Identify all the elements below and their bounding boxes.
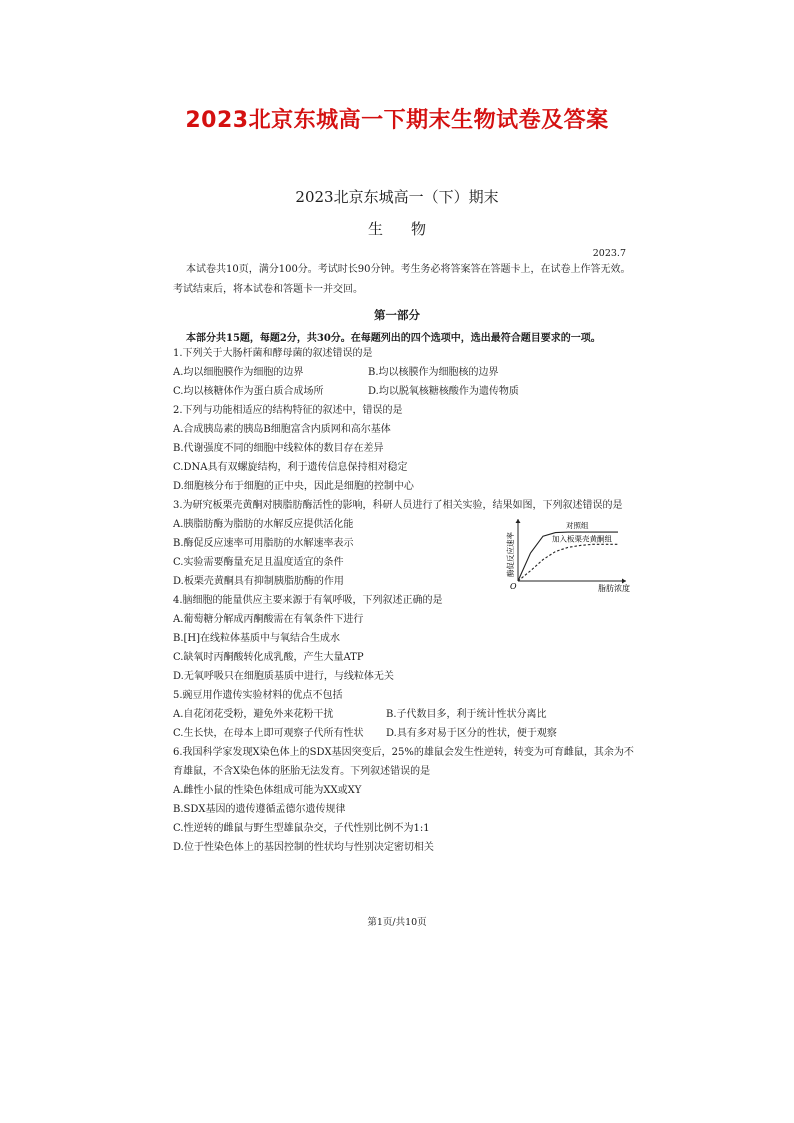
q1-option-a: A.均以细胞膜作为细胞的边界	[173, 367, 304, 378]
q1-stem: 1.下列关于大肠杆菌和酵母菌的叙述错误的是	[173, 348, 373, 359]
series-label-2: 加入板栗壳黄酮组	[552, 534, 612, 544]
q2-option-b: B.代谢强度不同的细胞中线粒体的数目存在差异	[173, 443, 384, 454]
document-banner-title: 2023北京东城高一下期末生物试卷及答案	[185, 108, 609, 133]
q4-option-d: D.无氧呼吸只在细胞质基质中进行，与线粒体无关	[173, 671, 394, 682]
q6-option-d: D.位于性染色体上的基因控制的性状均与性别决定密切相关	[173, 842, 434, 853]
section-note: 本部分共15题，每题2分，共30分。在每题列出的四个选项中，选出最符合题目要求的一项。	[186, 333, 601, 344]
q2-option-a: A.合成胰岛素的胰岛B细胞富含内质网和高尔基体	[173, 424, 391, 435]
q6-option-a: A.雌性小鼠的性染色体组成可能为XX或XY	[173, 785, 362, 796]
page-footer: 第1页/共10页	[367, 917, 427, 928]
x-axis-arrow	[622, 579, 626, 584]
q3-option-b: B.酶促反应速率可用脂肪的水解速率表示	[173, 538, 354, 549]
q5-option-d: D.具有多对易于区分的性状，便于观察	[386, 728, 557, 739]
y-axis-arrow	[516, 519, 521, 523]
q5-stem: 5.豌豆用作遗传实验材料的优点不包括	[173, 690, 343, 701]
q5-option-b: B.子代数目多，利于统计性状分离比	[386, 709, 547, 720]
q6-stem-line-2: 育雄鼠，不含X染色体的胚胎无法发育。下列叙述错误的是	[173, 766, 431, 777]
q4-option-a: A.葡萄糖分解成丙酮酸需在有氧条件下进行	[173, 614, 364, 625]
q1-option-d: D.均以脱氧核糖核酸作为遗传物质	[368, 386, 519, 397]
q1-option-b: B.均以核膜作为细胞核的边界	[368, 367, 499, 378]
exam-date: 2023.7	[592, 248, 626, 259]
q2-option-c: C.DNA具有双螺旋结构，利于遗传信息保持相对稳定	[173, 462, 408, 473]
q5-option-c: C.生长快，在母本上即可观察子代所有性状	[173, 728, 364, 739]
q6-option-b: B.SDX基因的遗传遵循孟德尔遗传规律	[173, 804, 346, 815]
q1-option-c: C.均以核糖体作为蛋白质合成场所	[173, 386, 324, 397]
q4-option-b: B.[H]在线粒体基质中与氧结合生成水	[173, 633, 341, 644]
instructions-line-2: 考试结束后，将本试卷和答题卡一并交回。	[173, 284, 363, 295]
q3-option-d: D.板栗壳黄酮具有抑制胰脂肪酶的作用	[173, 576, 344, 587]
q3-option-c: C.实验需要酶量充足且温度适宜的条件	[173, 557, 344, 568]
q4-option-c: C.缺氧时丙酮酸转化成乳酸，产生大量ATP	[173, 652, 364, 663]
subject-title: 生物	[367, 220, 454, 238]
q6-stem-line-1: 6.我国科学家发现X染色体上的SDX基因突变后，25%的雄鼠会发生性逆转，转变为可育雌鼠，其余为不	[173, 747, 634, 758]
section-title: 第一部分	[374, 308, 420, 322]
q3-stem: 3.为研究板栗壳黄酮对胰脂肪酶活性的影响，科研人员进行了相关实验，结果如图，下列叙述错误的是	[173, 500, 623, 511]
origin-label: O	[510, 582, 517, 591]
instructions-line-1: 本试卷共10页，满分100分。考试时长90分钟。考生务必将答案答在答题卡上，在试卷上作答无效。	[186, 264, 631, 275]
q4-stem: 4.脑细胞的能量供应主要来源于有氧呼吸，下列叙述正确的是	[173, 595, 443, 606]
q3-option-a: A.胰脂肪酶为脂肪的水解反应提供活化能	[173, 519, 354, 530]
series-label-1: 对照组	[566, 521, 589, 531]
q5-option-a: A.自花闭花受粉，避免外来花粉干扰	[173, 709, 334, 720]
q2-stem: 2.下列与功能相适应的结构特征的叙述中，错误的是	[173, 405, 403, 416]
x-axis-label: 脂肪浓度	[598, 584, 630, 593]
q6-option-c: C.性逆转的雌鼠与野生型雄鼠杂交，子代性别比例不为1:1	[173, 823, 430, 834]
exam-title: 2023北京东城高一（下）期末	[295, 188, 499, 206]
enzyme-rate-chart	[496, 517, 646, 593]
y-axis-label: 酶促反应速率	[506, 532, 515, 577]
q2-option-d: D.细胞核分布于细胞的正中央，因此是细胞的控制中心	[173, 481, 414, 492]
